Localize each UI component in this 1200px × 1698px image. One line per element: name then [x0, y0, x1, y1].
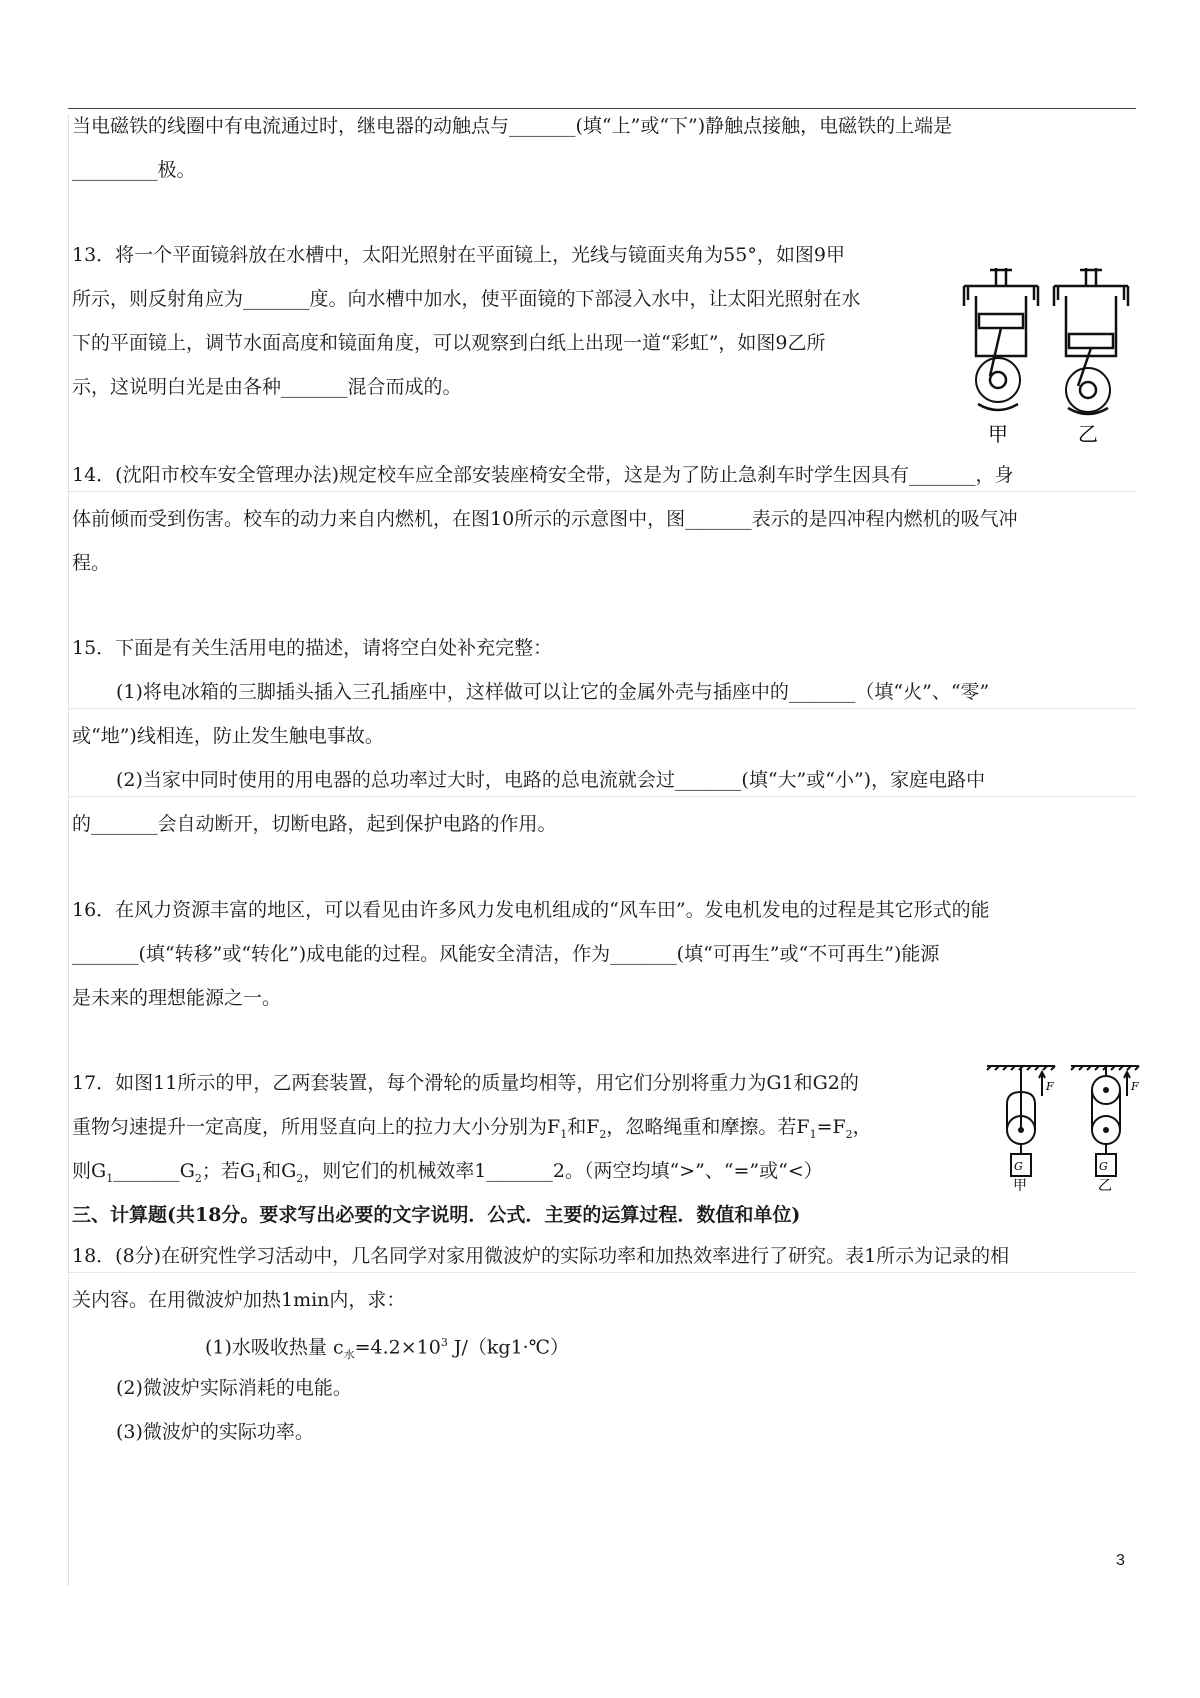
- question-16-line: 是未来的理想能源之一。: [72, 987, 282, 1009]
- header-rule: [68, 108, 1136, 109]
- question-15-line: 15．下面是有关生活用电的描述，请将空白处补充完整：: [72, 637, 553, 659]
- question-15-line: 的_______会自动断开，切断电路，起到保护电路的作用。: [72, 813, 557, 835]
- question-14-line: 体前倾而受到伤害。校车的动力来自内燃机，在图10所示的示意图中，图_______表示的是四冲程内燃机的吸气冲: [72, 508, 1018, 530]
- question-13-line: 所示，则反射角应为_______度。向水槽中加水，使平面镜的下部浸入水中，让太阳光照射在水: [72, 288, 861, 310]
- question-16-line: 16．在风力资源丰富的地区，可以看见由许多风力发电机组成的“风车田”。发电机发电的过程是其它形式的能: [72, 899, 990, 921]
- question-18-line: 18．(8分)在研究性学习活动中，几名同学对家用微波炉的实际功率和加热效率进行了研究。表1所示为记录的相: [72, 1245, 1010, 1267]
- page-number: 3: [1116, 1552, 1125, 1569]
- question-13-line: 13．将一个平面镜斜放在水槽中，太阳光照射在平面镜上，光线与镜面夹角为55°，如图9甲: [72, 244, 845, 266]
- weight-label-g2: G: [1099, 1160, 1108, 1173]
- question-14-line: 14．(沈阳市校车安全管理办法)规定校车应全部安装座椅安全带，这是为了防止急刹车时学生因具有_______，身: [72, 464, 1014, 486]
- question-15-line: (2)当家中同时使用的用电器的总功率过大时，电路的总电流就会过_______(填“大”或“小”)，家庭电路中: [116, 769, 986, 791]
- question-16-line: _______(填“转移”或“转化”)成电能的过程。风能安全清洁，作为_______(填“可再生”或“不可再生”)能源: [72, 943, 940, 965]
- section-heading: 三、计算题(共18分。要求写出必要的文字说明．公式．主要的运算过程．数值和单位): [72, 1204, 801, 1226]
- pulley-figure: [985, 1062, 1140, 1192]
- force-label-f2: F: [1131, 1080, 1139, 1093]
- figure-label-jia: 甲: [1013, 1178, 1027, 1192]
- figure-label-yi: 乙: [1078, 422, 1098, 445]
- question-14-line: 程。: [72, 552, 111, 574]
- question-18-line: 关内容。在用微波炉加热1min内，求：: [72, 1289, 406, 1311]
- weight-label-g1: G: [1014, 1160, 1023, 1173]
- question-15-line: (1)将电冰箱的三脚插头插入三孔插座中，这样做可以让它的金属外壳与插座中的_______（填“火”、“零”: [116, 681, 990, 703]
- question-18-line: (3)微波炉的实际功率。: [116, 1421, 314, 1443]
- question-13-line: 下的平面镜上，调节水面高度和镜面角度，可以观察到白纸上出现一道“彩虹”，如图9乙所: [72, 332, 826, 354]
- left-margin-guide: [68, 115, 69, 1585]
- question-17-line: 则$G_1\_\_\_\_\_\_\_G_2$；若$G_1$和$G_2$，则它们的机械效率1_______2。（两空均填“>”、“=”或“<）: [72, 1160, 823, 1185]
- engine-stroke-figure: [960, 258, 1135, 445]
- question-17-line: 17．如图11所示的甲，乙两套装置，每个滑轮的质量均相等，用它们分别将重力为G1和G2的: [72, 1072, 859, 1094]
- question-13-line: 示，这说明白光是由各种_______混合而成的。: [72, 376, 462, 398]
- question-18-line: (1)水吸收热量 $c_水=4.2\times 10^3$ J/（kg1·℃）: [205, 1336, 569, 1362]
- question-17-line: 重物匀速提升一定高度，所用竖直向上的拉力大小分别为$F_1$和$F_2$，忽略绳重和摩擦。若$F_1=F_2$，: [72, 1116, 872, 1141]
- figure-label-yi: 乙: [1098, 1178, 1112, 1192]
- question-15-line: 或“地”)线相连，防止发生触电事故。: [72, 725, 384, 747]
- force-label-f1: F: [1046, 1080, 1054, 1093]
- question-18-line: (2)微波炉实际消耗的电能。: [116, 1377, 352, 1399]
- text-line: 当电磁铁的线圈中有电流通过时，继电器的动触点与_______(填“上”或“下”)静触点接触，电磁铁的上端是: [72, 115, 953, 137]
- text-line: _________极。: [72, 159, 196, 181]
- figure-label-jia: 甲: [988, 422, 1008, 445]
